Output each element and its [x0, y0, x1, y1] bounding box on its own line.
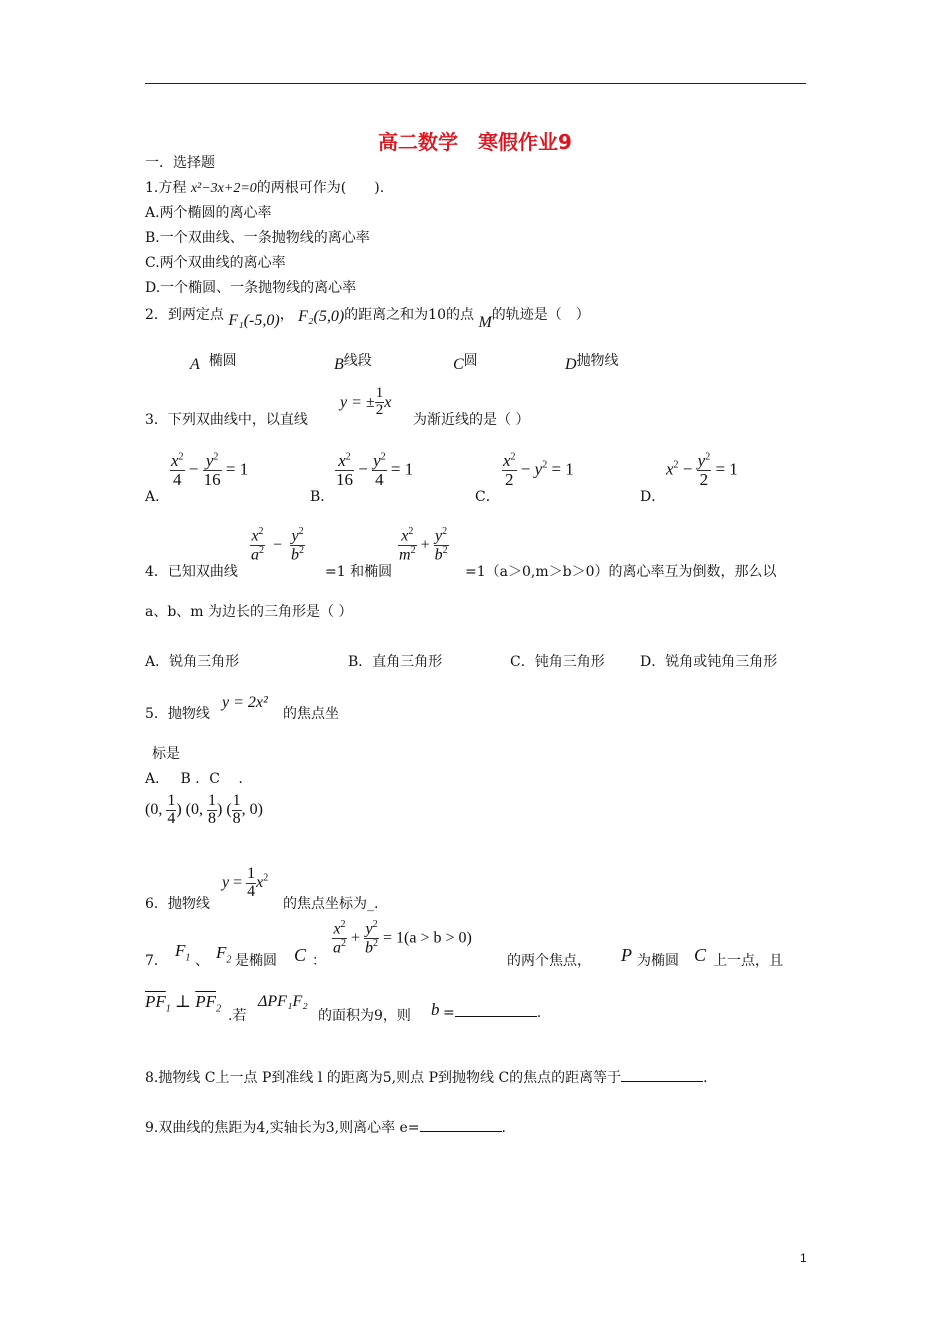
- q4-option-c: C．钝角三角形: [510, 654, 605, 670]
- q1-option-d: D.一个椭圆、一条抛物线的离心率: [145, 280, 357, 296]
- q7-colon: ：: [312, 953, 326, 969]
- q7-answer: = .: [443, 1005, 542, 1021]
- section-heading: 一．选择题: [145, 155, 215, 171]
- q5-stem-end: 的焦点坐: [283, 706, 339, 722]
- q3-label-d: D．: [640, 489, 666, 505]
- q7-ellipse-eq: $\frac{x^2}{a^2}$ + $\frac{y^2}{b^2}$ = 1(a > b > 0): [333, 919, 472, 957]
- q7-f2: $F_2$: [216, 943, 232, 966]
- page-number: 1: [800, 1251, 807, 1265]
- q2-option-c: C圆: [453, 353, 478, 373]
- q3-option-b-eq: $\frac{x^2}{16}$ − $\frac{y^2}{4}$ = 1: [336, 451, 414, 489]
- q1-stem: 1.方程 x²−3x+2=0的两根可作为( ).: [145, 180, 385, 196]
- q1-option-c: C.两个双曲线的离心率: [145, 255, 286, 271]
- q3-label-c: C．: [475, 489, 500, 505]
- q3-label-b: B．: [310, 489, 335, 505]
- q7-text-ellipse: 是椭圆: [235, 953, 277, 969]
- q1-option-a: A.两个椭圆的离心率: [145, 205, 272, 221]
- q4-option-a: A．锐角三角形: [145, 654, 240, 670]
- q3-option-d-eq: $x^2$ − $\frac{y^2}{2}$ = 1: [666, 451, 738, 489]
- q1-equation: x²−3x+2=0: [190, 181, 257, 196]
- q9-stem: 9.双曲线的焦距为4,实轴长为3,则离心率 e= .: [145, 1120, 506, 1136]
- q6-equation: y = $\frac{1}{4}$ $x^2$: [222, 865, 269, 900]
- q3-asymptote: y = ± $\frac{1}{2}$ x: [340, 385, 392, 418]
- q8-stem: 8.抛物线 C上一点 P到准线 l 的距离为5,则点 P到抛物线 C的焦点的距离等于 .: [145, 1070, 708, 1086]
- q4-option-b: B．直角三角形: [348, 654, 443, 670]
- q2-f2: F₂(5,0): [298, 308, 345, 325]
- q7-f1: $F_1$: [175, 941, 191, 964]
- q5-options: (0, $\frac{1}{4}$ ) (0, $\frac{1}{8}$ ) ( $\frac{1}{8}$ , 0): [145, 792, 263, 827]
- header-rule: [145, 83, 806, 84]
- q5-option-labels: A． B ．C ．: [145, 771, 253, 787]
- q7-line2-b: 的面积为9，则: [318, 1008, 411, 1024]
- q3-stem-end: 为渐近线的是（ ）: [413, 412, 530, 428]
- q5-equation: y = 2x²: [222, 694, 268, 711]
- q2-option-d: D抛物线: [565, 353, 619, 373]
- q3-option-a-eq: $\frac{x^2}{4}$ − $\frac{y^2}{16}$ = 1: [171, 451, 249, 489]
- q3-stem: 3．下列双曲线中，以直线: [145, 412, 308, 428]
- q2-f1: F₁(-5,0): [228, 312, 280, 329]
- q4-stem: 4．已知双曲线: [145, 564, 238, 580]
- q7-sep: 、: [195, 953, 209, 969]
- q7-c2: C: [694, 945, 707, 965]
- q6-stem: 6．抛物线: [145, 896, 210, 912]
- q4-option-d: D．锐角或钝角三角形: [640, 654, 778, 670]
- q7-triangle: ΔPF₁F₂: [258, 993, 308, 1010]
- q1-option-b: B.一个双曲线、一条抛物线的离心率: [145, 230, 370, 246]
- q4-stem-end: =1（a＞0,m＞b＞0）的离心率互为倒数，那么以: [465, 564, 777, 580]
- q4-ellipse-eq: $\frac{x^2}{m^2}$ + $\frac{y^2}{b^2}$: [399, 526, 448, 564]
- q3-label-a: A．: [145, 489, 170, 505]
- q5-stem: 5．抛物线: [145, 706, 210, 722]
- q4-stem-line2: a、b、m 为边长的三角形是（ ）: [145, 604, 353, 620]
- q2-stem: 2．到两定点 F₁(-5,0)， F₂(5,0)的距离之和为10的点 M的轨迹是（ ）: [145, 307, 590, 331]
- page-title: 高二数学 寒假作业9: [378, 130, 572, 154]
- q7-perp: $\overline{PF}_1$ ⊥ $\overline{PF}_2$: [145, 992, 222, 1015]
- q5-stem-line2: 标是: [152, 746, 180, 762]
- q2-point-m: M: [478, 314, 492, 331]
- q7-p: P: [621, 945, 632, 965]
- q3-option-c-eq: $\frac{x^2}{2}$ − $y^2 = 1$: [503, 451, 574, 489]
- q7-text-end: 上一点，且: [713, 953, 783, 969]
- q7-line2-a: .若: [228, 1008, 247, 1024]
- q7-b: b: [431, 1000, 440, 1019]
- q7-text-foci: 的两个焦点，: [507, 953, 591, 969]
- q4-hyperbola-eq: $\frac{x^2}{a^2}$ − $\frac{y^2}{b^2}$: [251, 526, 305, 564]
- q2-option-b: B线段: [334, 353, 372, 373]
- q7-c: C: [294, 945, 307, 965]
- q4-stem-mid: =1 和椭圆: [325, 564, 393, 580]
- q6-stem-end: 的焦点坐标为_.: [283, 896, 379, 912]
- q7-text-on: 为椭圆: [637, 953, 679, 969]
- q2-option-a: A 椭圆: [190, 353, 237, 373]
- q7-num: 7．: [145, 953, 168, 969]
